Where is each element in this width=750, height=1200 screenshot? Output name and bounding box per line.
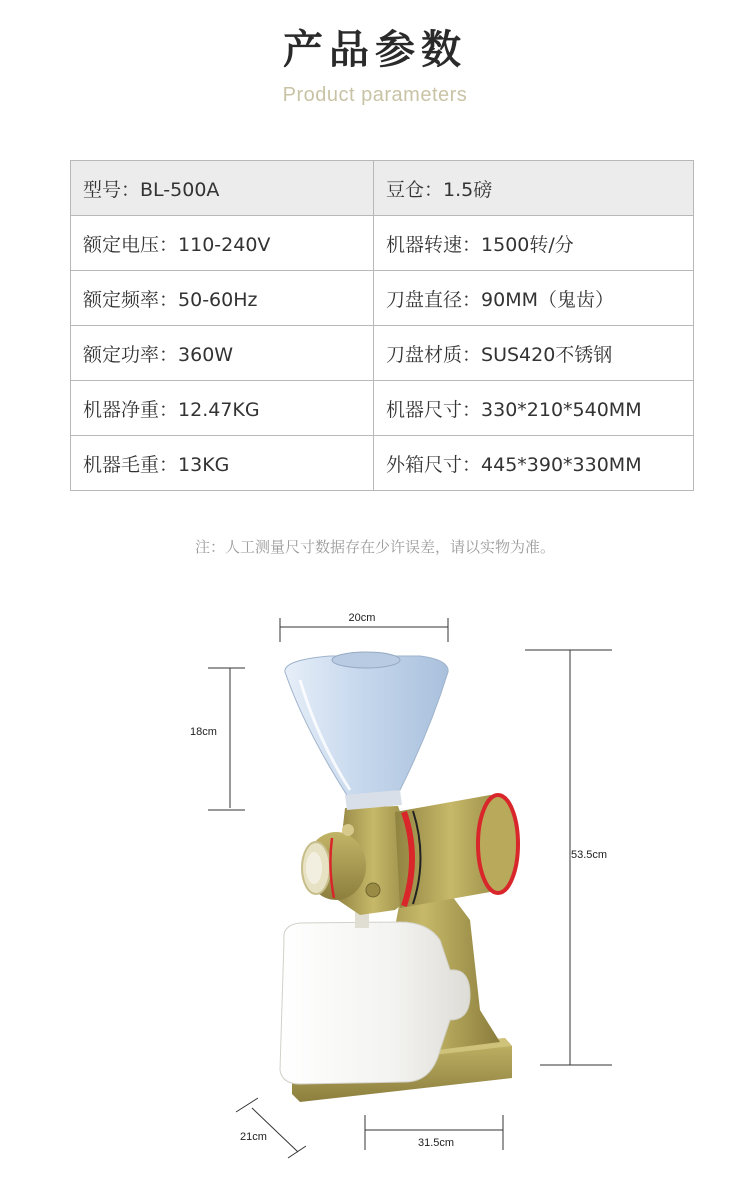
spec-cell: 机器毛重：13KG xyxy=(71,436,374,491)
total-height-label: 53.5cm xyxy=(571,849,608,861)
spec-cell: 额定功率：360W xyxy=(71,326,374,381)
dimension-total-height xyxy=(525,650,612,1065)
dimension-width-top xyxy=(280,612,448,642)
table-row xyxy=(71,381,694,436)
table-row xyxy=(71,216,694,271)
spec-cell: 机器净重：12.47KG xyxy=(71,381,374,436)
spec-cell: 机器尺寸：330*210*540MM xyxy=(374,381,694,436)
spec-cell: 刀盘直径：90MM（鬼齿） xyxy=(374,271,694,326)
spec-table xyxy=(70,160,694,491)
bean-hopper xyxy=(285,652,448,810)
spec-cell: 机器转速：1500转/分 xyxy=(374,216,694,271)
dimension-depth xyxy=(236,1098,306,1158)
page-subtitle: Product parameters xyxy=(282,84,468,106)
spec-cell: 型号：BL-500A xyxy=(71,161,374,216)
dimension-base-length xyxy=(365,1115,503,1150)
table-row xyxy=(71,161,694,216)
page-title: 产品参数 xyxy=(283,26,467,73)
table-row xyxy=(71,271,694,326)
dimension-hopper-height xyxy=(190,668,245,810)
spec-cell: 豆仓：1.5磅 xyxy=(374,161,694,216)
measurement-note: 注：人工测量尺寸数据存在少许误差，请以实物为准。 xyxy=(194,538,555,556)
table-row xyxy=(71,436,694,491)
hopper-height-label: 18cm xyxy=(190,726,217,738)
depth-label: 21cm xyxy=(240,1131,267,1143)
spec-cell: 额定电压：110-240V xyxy=(71,216,374,271)
width-top-label: 20cm xyxy=(348,612,376,624)
table-row xyxy=(71,326,694,381)
motor-housing xyxy=(395,795,518,908)
product-dimension-figure xyxy=(0,590,750,1190)
spec-cell: 外箱尺寸：445*390*330MM xyxy=(374,436,694,491)
spec-cell: 额定频率：50-60Hz xyxy=(71,271,374,326)
base-length-label: 31.5cm xyxy=(417,1137,455,1149)
spec-cell: 刀盘材质：SUS420不锈钢 xyxy=(374,326,694,381)
